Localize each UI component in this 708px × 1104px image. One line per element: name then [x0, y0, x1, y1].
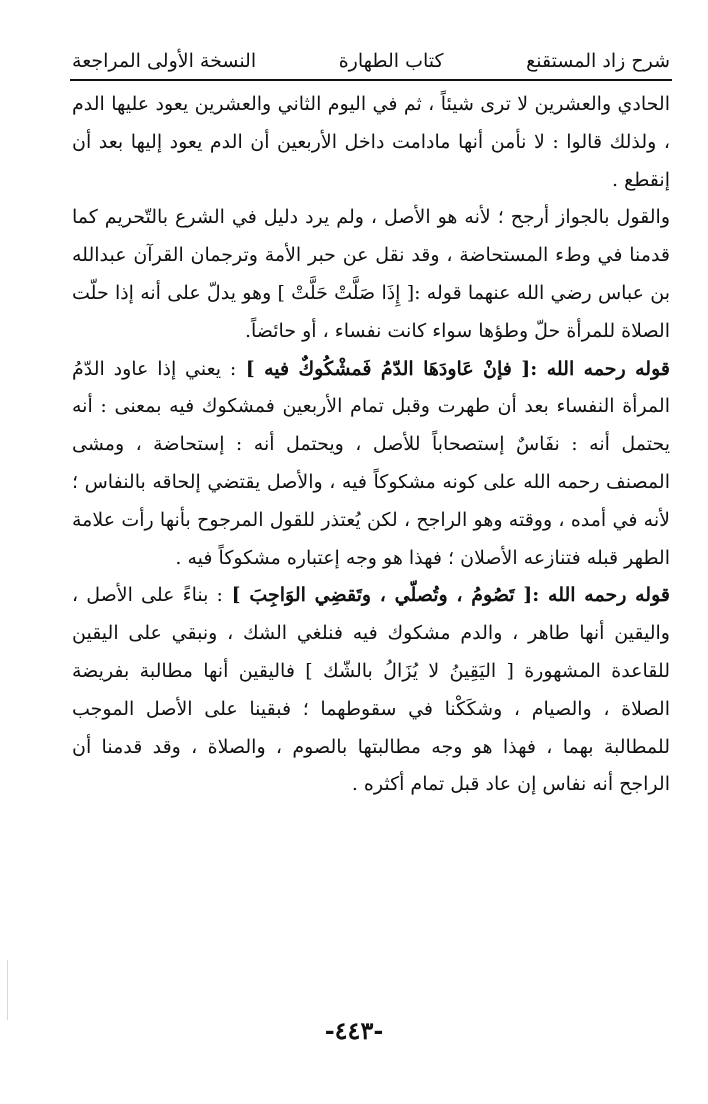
paragraph-text: الحادي والعشرين لا ترى شيئاً ، ثم في اليوم الثاني والعشرين يعود عليها الدم ، ولذلك قالوا : لا نأمن أنها مادامت داخل الأربعين أن الدم يعود إليها بعد أن إنقطع .	[72, 93, 670, 191]
header-rule	[70, 79, 672, 81]
header-chapter: كتاب الطهارة	[338, 50, 444, 72]
commentary-text: : يعني إذا عاود الدّمُ المرأة النفساء بعد أن طهرت وقبل تمام الأربعين فمشكوك فيه بمعنى : أنه يحتمل أنه : نفَاسٌ إستصحاباً للأصل ، ويحتمل أنه : إستحاضة ، ومشى المصنف رحمه الله على كونه مشكوكاً فيه ، والأصل يقتضي إلحاقه بالنفاس ؛ لأنه في أمده ، ووقته وهو الراجح ، لكن يُعتذر للقول المرجوح بأنها رأت علامة الطهر قبله فتنازعه الأصلان ؛ فهذا هو وجه إعتباره مشكوكاً فيه .	[72, 357, 670, 569]
scan-edge-mark	[7, 960, 8, 1020]
page-number: -٤٤٣-	[324, 1016, 384, 1045]
header-edition-note: النسخة الأولى المراجعة	[72, 50, 257, 72]
paragraph	[72, 199, 670, 350]
paragraph	[72, 351, 670, 578]
paragraph	[72, 86, 670, 199]
paragraph	[72, 577, 670, 804]
running-header	[72, 40, 670, 74]
paragraph-text: والقول بالجواز أرجح ؛ لأنه هو الأصل ، ولم يرد دليل في الشرع بالتّحريم كما قدمنا في وطء المستحاضة ، وقد نقل عن حبر الأمة وترجمان القرآن عبدالله بن عباس رضي الله عنهما قوله :[ إِذَا صَلَّتْ حَلَّتْ ] وهو يدلّ على أنه إذا حلّت الصلاة للمرأة حلّ وطؤها سواء كانت نفساء ، أو حائضاً.	[72, 206, 670, 342]
commentary-text: : بناءً على الأصل ، واليقين أنها طاهر ، والدم مشكوك فيه فنلغي الشك ، ونبقي على اليقين للقاعدة المشهورة [ اليَقِينُ لا يُزَالُ بالشّك ] فاليقين أنها مطالبة بفريضة الصلاة ، والصيام ، وشكَكْنا في سقوطهما ؛ فبقينا على الأصل الموجب للمطالبة بهما ، فهذا هو وجه مطالبتها بالصوم ، والصلاة ، وقد قدمنا أن الراجح أنه نفاس إن عاد قبل تمام أكثره .	[72, 584, 670, 796]
header-book-title: شرح زاد المستقنع	[526, 50, 670, 72]
quoted-matn: قوله رحمه الله :[ فإنْ عَاودَهَا الدّمُ فَمشْكُوكٌ فيه ]	[236, 357, 670, 380]
body-text	[72, 86, 670, 804]
quoted-matn: قوله رحمه الله :[ تَصُومُ ، وتُصلّي ، وتَقضِي الوَاجِبَ ]	[222, 584, 670, 607]
